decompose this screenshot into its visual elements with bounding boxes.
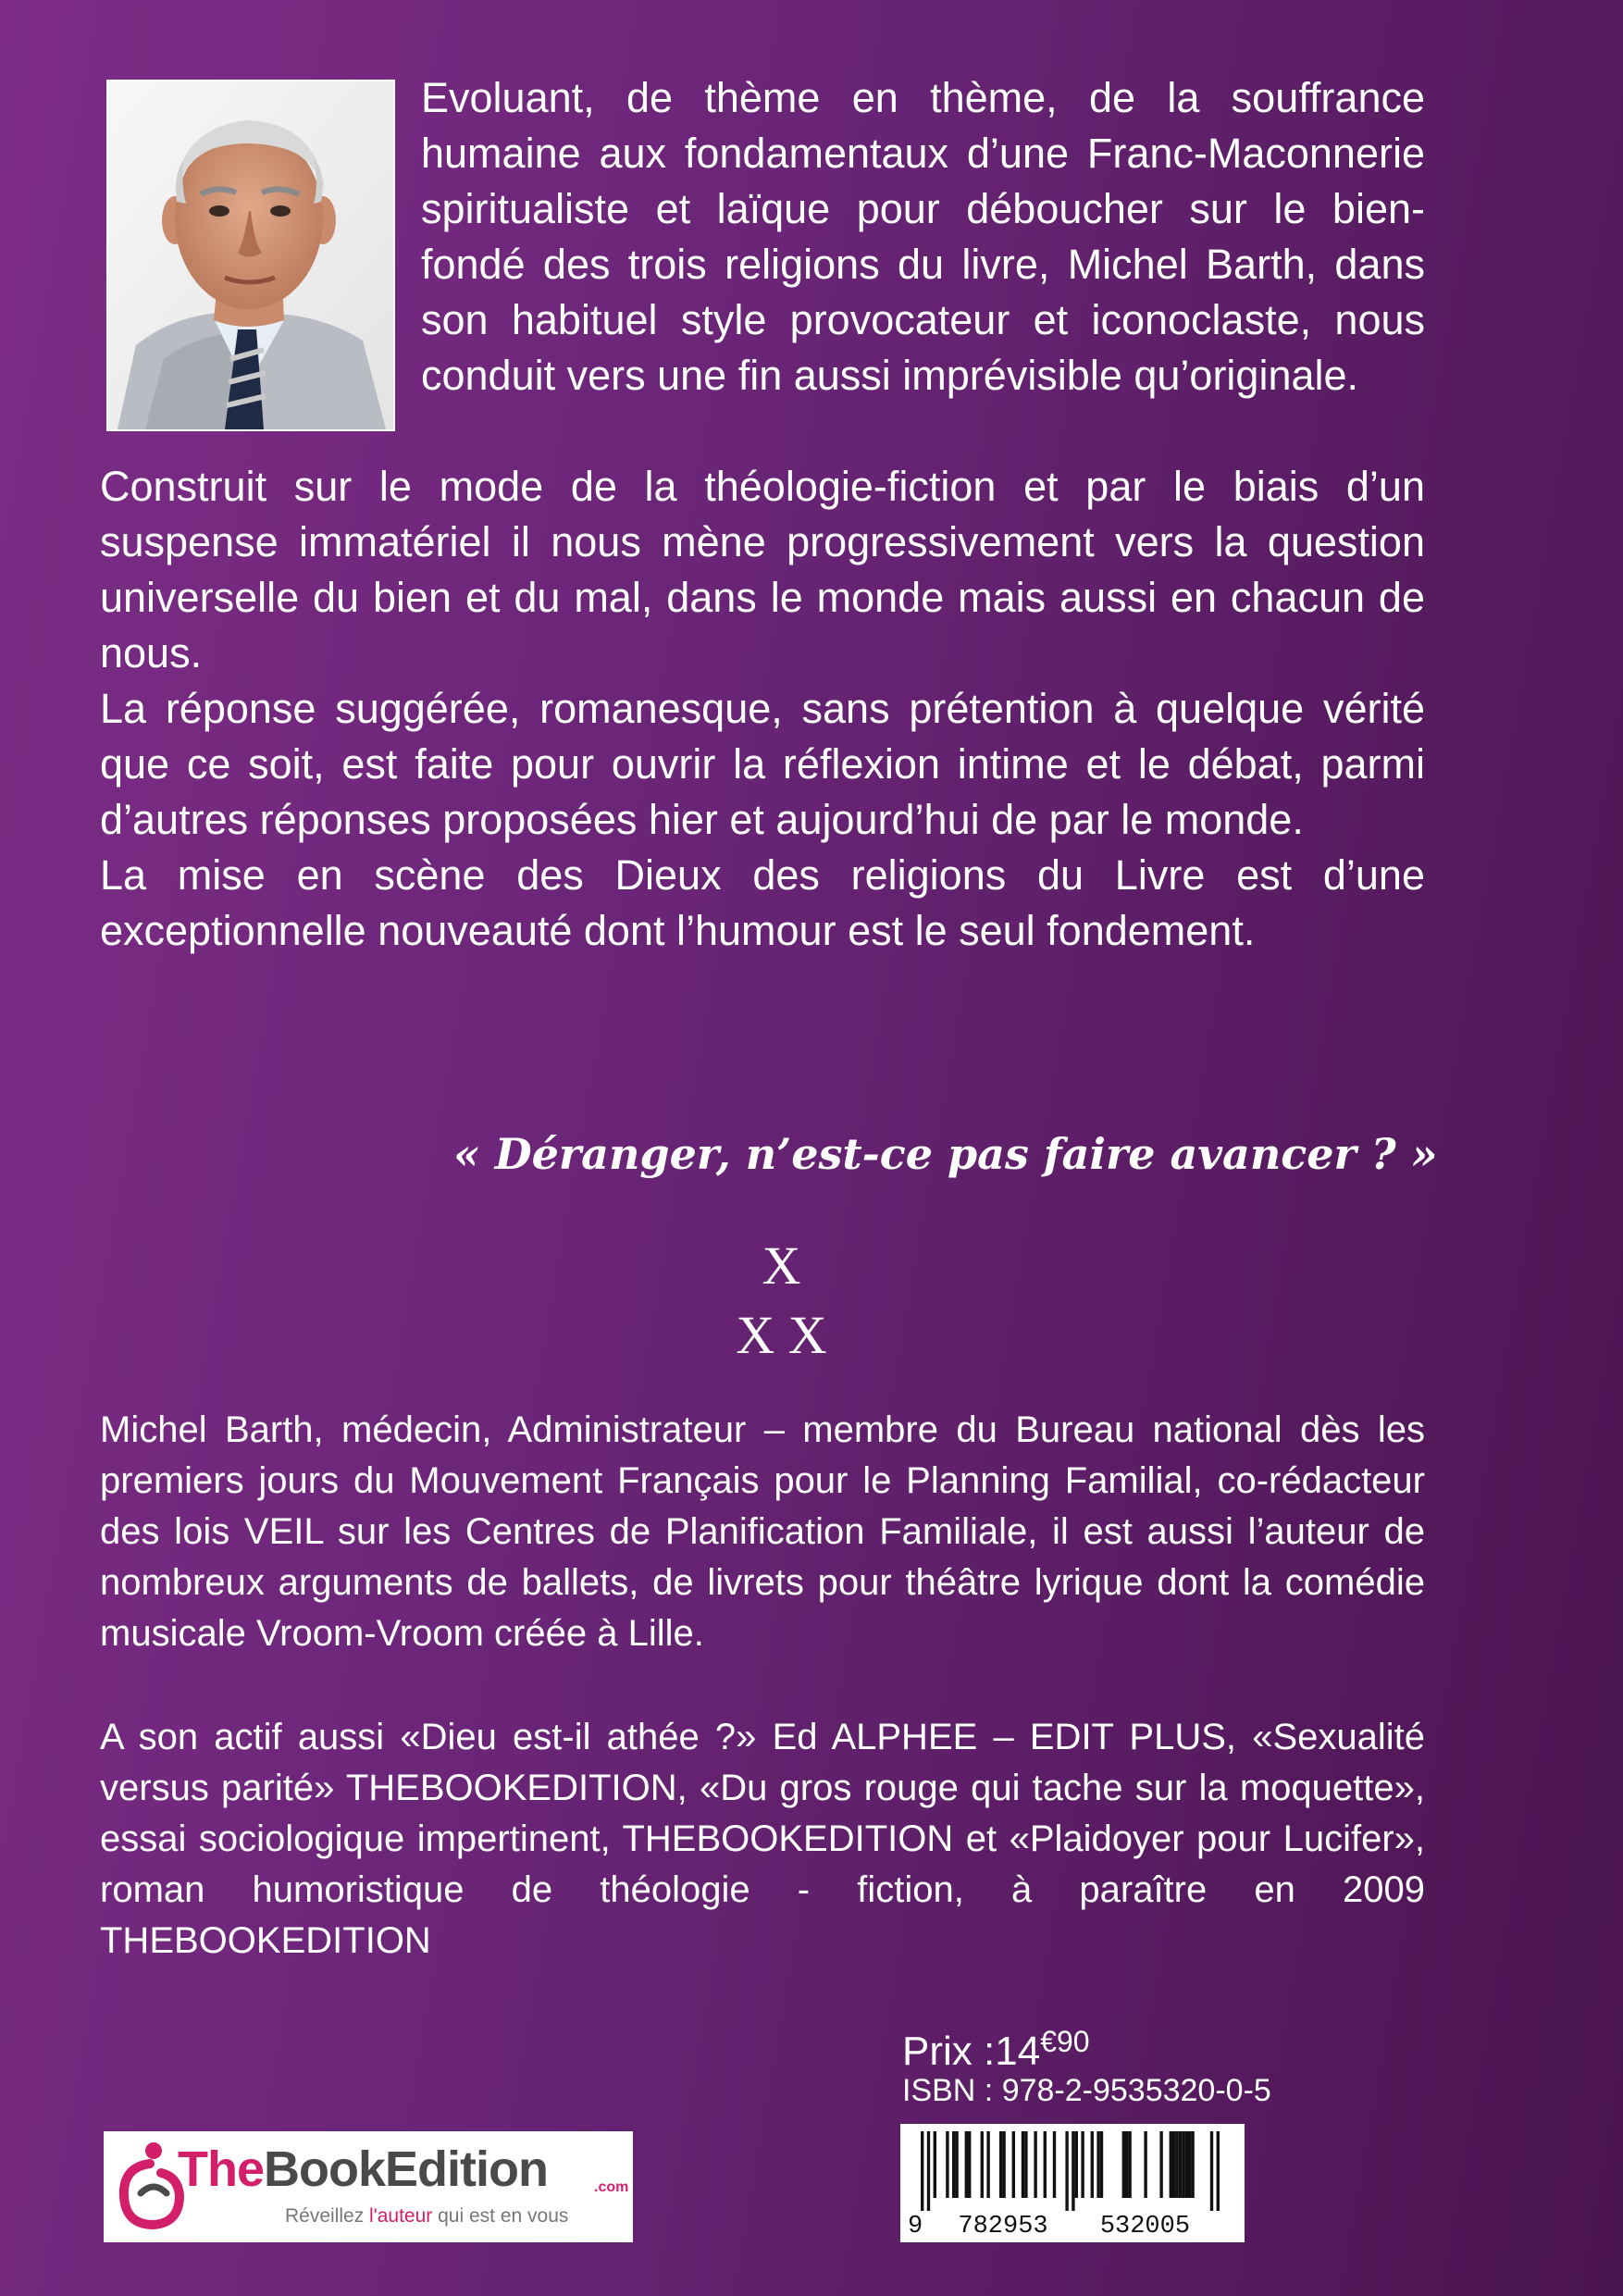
barcode-bar	[981, 2131, 984, 2198]
barcode-bar	[1128, 2131, 1131, 2198]
barcode-bar	[955, 2131, 958, 2198]
barcode-digits-left: 782953	[958, 2213, 1048, 2240]
isbn: ISBN : 978-2-9535320-0-5	[902, 2073, 1271, 2108]
barcode-bar	[1012, 2131, 1015, 2198]
price-cents: €90	[1040, 2025, 1090, 2058]
quote: « Déranger, n’est-ce pas faire avancer ? »	[453, 1129, 1438, 1179]
author-works-text: A son actif aussi «Dieu est-il athée ?» Ed ALPHEE – EDIT PLUS, «Sexualité versus parité» THEBOOKEDITION, «Du gros rouge qui tache sur la moquette», essai sociologique impertinent, THEBOOKEDITION et «Plaidoyer pour Lucifer», roman humoristique de théologie - fiction, à paraître en 2009 THEBOOKEDITION	[100, 1717, 1425, 1961]
barcode-bar	[1185, 2131, 1188, 2198]
barcode-bar	[1210, 2131, 1213, 2211]
barcode-digit-lead: 9	[908, 2213, 923, 2240]
publisher-dotcom: .com	[594, 2179, 629, 2195]
barcode-bar	[1024, 2131, 1027, 2198]
barcode-bar	[1172, 2131, 1175, 2198]
publisher-name-part2: BookEdition	[264, 2141, 548, 2197]
barcode-bar	[1125, 2131, 1128, 2198]
barcode-bar	[1022, 2131, 1024, 2198]
publisher-name-part1: The	[178, 2141, 265, 2197]
barcode-bar	[1072, 2131, 1074, 2211]
description-paragraph-3: La mise en scène des Dieux des religions du Livre est d’une exceptionnelle nouveauté dont l’humour est le seul fondement.	[100, 851, 1425, 954]
barcode-bar	[1175, 2131, 1178, 2198]
barcode	[900, 2124, 1245, 2242]
description-paragraph-2: La réponse suggérée, romanesque, sans prétention à quelque vérité que ce soit, est faite pour ouvrir la réflexion intime et le débat, parmi d’autres réponses proposées hier et aujourd’hui de par le monde.	[100, 685, 1425, 843]
price-amount: 14	[995, 2029, 1041, 2074]
author-bio	[100, 1405, 1425, 1659]
author-portrait	[106, 80, 395, 431]
barcode-bar	[1065, 2131, 1068, 2211]
barcode-bar	[927, 2131, 930, 2211]
author-photo-image	[108, 81, 393, 429]
barcode-bar	[1100, 2131, 1103, 2198]
barcode-bar	[1081, 2131, 1084, 2198]
author-works	[100, 1712, 1425, 1967]
barcode-bar	[1144, 2131, 1146, 2198]
barcode-bar	[1096, 2131, 1099, 2198]
description-paragraph-1: Construit sur le mode de la théologie-fiction et par le biais d’un suspense immatériel il nous mène progressivement vers la question universelle du bien et du mal, dans le monde mais aussi en chacun de nous.	[100, 463, 1425, 676]
barcode-bar	[921, 2131, 923, 2211]
barcode-bar	[1091, 2131, 1094, 2198]
intro-paragraph	[421, 70, 1425, 403]
description-paragraphs	[100, 459, 1425, 959]
author-bio-text: Michel Barth, médecin, Administrateur – membre du Bureau national dès les premiers jours du Mouvement Français pour le Planning Familial, co-rédacteur des lois VEIL sur les Centres de Planification Familiale, il est aussi l’auteur de nombreux arguments de ballets, de livrets pour théâtre lyrique dont la comédie musicale Vroom-Vroom créée à Lille.	[100, 1409, 1425, 1654]
barcode-bar	[1179, 2131, 1182, 2198]
separator-line-1: X	[762, 1235, 801, 1296]
barcode-bars	[910, 2131, 1235, 2211]
barcode-bar	[946, 2131, 948, 2198]
publisher-logo-icon	[113, 2136, 187, 2238]
barcode-bar	[952, 2131, 955, 2198]
tagline-post: qui est en vous	[432, 2205, 569, 2227]
barcode-bar	[1044, 2131, 1047, 2198]
publisher-tagline	[285, 2205, 568, 2228]
publisher-logo	[104, 2131, 633, 2242]
barcode-bar	[1191, 2131, 1194, 2198]
barcode-bar	[1217, 2131, 1220, 2211]
barcode-digits	[908, 2213, 1237, 2240]
barcode-bar	[999, 2131, 1002, 2198]
barcode-bar	[1053, 2131, 1056, 2198]
barcode-bar	[1034, 2131, 1036, 2198]
tagline-pre: Réveillez	[285, 2205, 370, 2227]
separator-line-2: X X	[736, 1305, 827, 1365]
barcode-bar	[1122, 2131, 1125, 2198]
price	[902, 2025, 1090, 2075]
barcode-bar	[965, 2131, 968, 2198]
barcode-bar	[1159, 2131, 1162, 2198]
barcode-bar	[1182, 2131, 1184, 2198]
barcode-bar	[1188, 2131, 1191, 2198]
intro-text: Evoluant, de thème en thème, de la souffrance humaine aux fondamentaux d’une Franc-Maconnerie spiritualiste et laïque pour déboucher sur le bien-fondé des trois religions du livre, Michel Barth, dans son habituel style provocateur et iconoclaste, nous conduit vers une fin aussi imprévisible qu’originale.	[421, 74, 1425, 399]
tagline-accent: l'auteur	[369, 2205, 433, 2227]
barcode-bar	[986, 2131, 989, 2198]
barcode-bar	[1002, 2131, 1005, 2198]
barcode-bar	[934, 2131, 936, 2198]
barcode-bar	[1075, 2131, 1078, 2198]
barcode-digits-right: 532005	[1099, 2213, 1191, 2240]
publisher-name	[178, 2141, 548, 2198]
barcode-bar	[968, 2131, 971, 2198]
barcode-bar	[1170, 2131, 1172, 2198]
price-label: Prix :	[902, 2029, 996, 2074]
